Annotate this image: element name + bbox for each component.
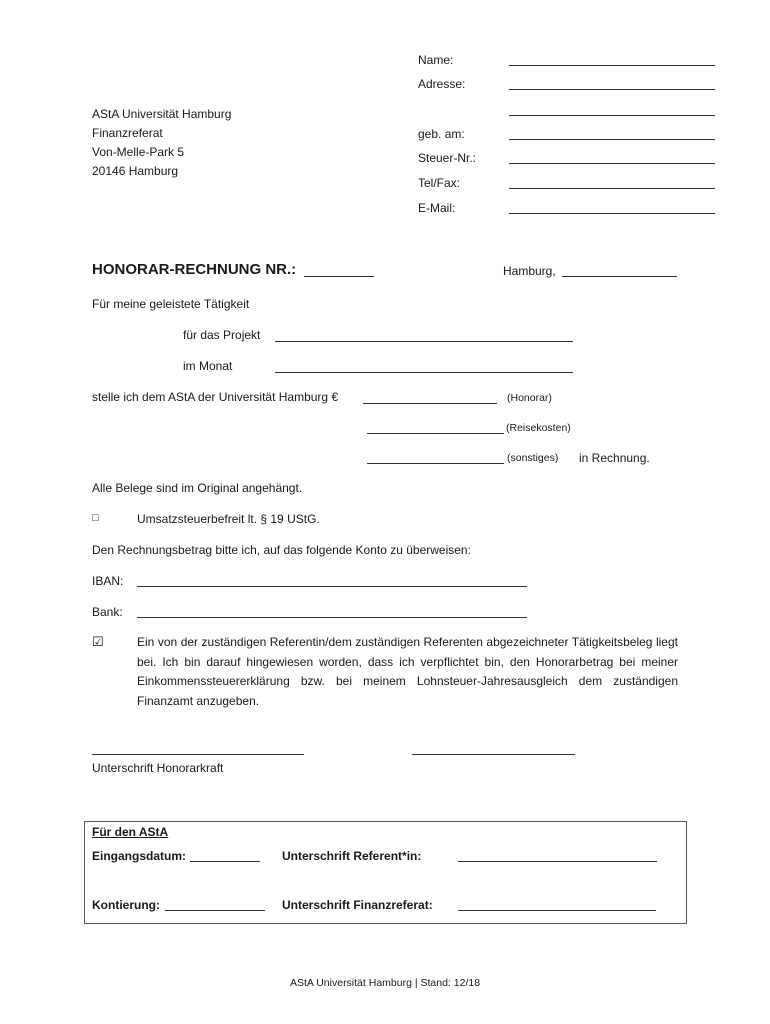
iban-label: IBAN:	[92, 574, 124, 588]
travel-cost-field[interactable]	[367, 422, 504, 434]
dob-label: geb. am:	[418, 127, 465, 141]
finance-signature-label: Unterschrift Finanzreferat:	[282, 898, 433, 912]
email-field[interactable]	[509, 202, 715, 214]
phone-field[interactable]	[509, 177, 715, 189]
other-cost-label: (sonstiges)	[507, 452, 559, 464]
recipient-line-2: Finanzreferat	[92, 126, 163, 140]
month-field[interactable]	[275, 361, 573, 373]
dob-field[interactable]	[509, 128, 715, 140]
invoice-title: HONORAR-RECHNUNG NR.:	[92, 261, 297, 278]
intro-text: Für meine geleistete Tätigkeit	[92, 297, 250, 311]
name-label: Name:	[418, 53, 454, 67]
vat-checkbox-icon[interactable]: □	[92, 512, 99, 524]
recipient-line-1: AStA Universität Hamburg	[92, 107, 232, 121]
honorar-label: (Honorar)	[507, 392, 552, 404]
tax-number-label: Steuer-Nr.:	[418, 151, 477, 165]
referent-signature-label: Unterschrift Referent*in:	[282, 849, 422, 863]
receipts-text: Alle Belege sind im Original angehängt.	[92, 481, 303, 495]
honorar-amount-field[interactable]	[363, 392, 497, 404]
footer-text: AStA Universität Hamburg | Stand: 12/18	[289, 977, 481, 989]
signature-label: Unterschrift Honorarkraft	[92, 761, 224, 775]
declaration-text: Ein von der zuständigen Referentin/dem zuständigen Referenten abgezeichneter Tätigkeitsbeleg liegt bei. Ich bin darauf hingewiesen worden, dass ich verpflichtet bin, den Honorarbetrag bei meiner Einkommenssteuererklärung bzw. bei meinem Lohnsteuer-Jahresausgleich dem zuständigen Finanzamt anzugeben.	[137, 635, 678, 708]
invoice-text: stelle ich dem AStA der Universität Hamburg €	[92, 390, 339, 404]
account-label: Kontierung:	[92, 898, 160, 912]
signature-field[interactable]	[92, 743, 304, 755]
name-field[interactable]	[509, 54, 715, 66]
date-field[interactable]	[562, 265, 677, 277]
place-label: Hamburg,	[503, 264, 556, 278]
project-field[interactable]	[275, 330, 573, 342]
receipt-date-field[interactable]	[190, 850, 260, 862]
address-label: Adresse:	[418, 77, 466, 91]
project-label: für das Projekt	[183, 328, 261, 342]
vat-exempt-text: Umsatzsteuerbefreit lt. § 19 UStG.	[137, 512, 320, 526]
bank-label: Bank:	[92, 605, 123, 619]
tax-number-field[interactable]	[509, 152, 715, 164]
address-field[interactable]	[509, 78, 715, 90]
finance-signature-field[interactable]	[458, 899, 656, 911]
invoice-number-field[interactable]	[304, 265, 374, 277]
month-label: im Monat	[183, 359, 233, 373]
email-label: E-Mail:	[418, 201, 456, 215]
recipient-line-3: Von-Melle-Park 5	[92, 145, 185, 159]
bank-field[interactable]	[137, 606, 527, 618]
account-field[interactable]	[165, 899, 265, 911]
asta-box-heading: Für den AStA	[92, 825, 169, 839]
referent-signature-field[interactable]	[458, 850, 657, 862]
phone-label: Tel/Fax:	[418, 176, 461, 190]
other-cost-suffix: in Rechnung.	[579, 451, 650, 465]
other-cost-field[interactable]	[367, 452, 504, 464]
transfer-request-text: Den Rechnungsbetrag bitte ich, auf das folgende Konto zu überweisen:	[92, 543, 471, 557]
recipient-line-4: 20146 Hamburg	[92, 164, 179, 178]
iban-field[interactable]	[137, 575, 527, 587]
signature-date-field[interactable]	[412, 743, 575, 755]
travel-cost-label: (Reisekosten)	[506, 422, 571, 434]
address-field-2[interactable]	[509, 104, 715, 116]
receipt-date-label: Eingangsdatum:	[92, 849, 187, 863]
declaration-checkbox-icon[interactable]: ☑	[92, 634, 104, 649]
